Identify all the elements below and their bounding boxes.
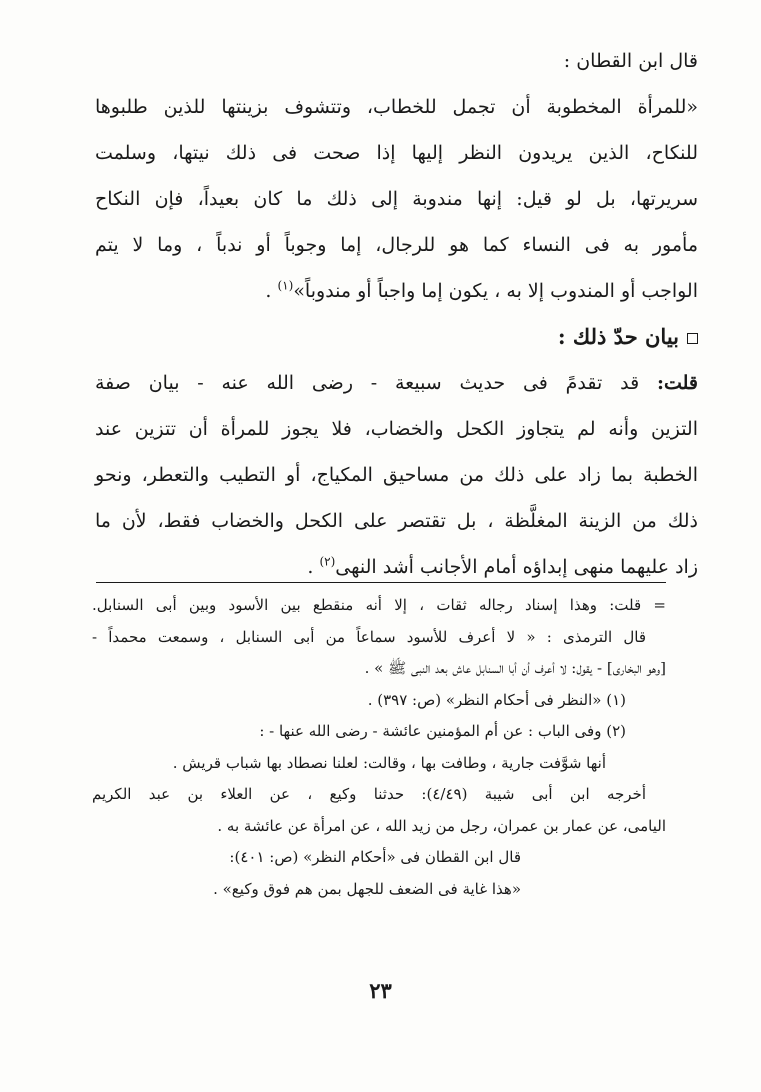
para2-line-5-end: . <box>307 556 320 578</box>
para2-line-5 <box>95 544 698 590</box>
footnote-line: [وهو البخارى] - يقول: لا أعرف أن أبا السنابل عاش بعد النبى ﷺ » . <box>364 659 666 677</box>
footnote-line: أنها شوَّفت جارية ، وطافت بها ، وقالت: لعلنا نصطاد بها شباب قريش . <box>172 753 606 772</box>
para2-line-1-text: قد تقدمً فى حديث سبيعة - رضى الله عنه - بيان صفة <box>95 372 640 394</box>
para2-line-2: التزين وأنه لم يتجاوز الكحل والخضاب، فلا يجوز للمرأة أن تتزين عند <box>95 418 698 440</box>
footnote-line: (١) «النظر فى أحكام النظر» (ص: ٣٩٧) . <box>367 690 626 709</box>
quote-line-2: للنكاح، الذين يريدون النظر إليها إذا صحت فى ذلك نيتها، وسلمت <box>95 142 698 164</box>
section-heading-text: بيان حدّ ذلك : <box>557 324 679 349</box>
quote-line-5-text: الواجب أو المندوب إلا به ، يكون إما واجباً أو مندوباً» <box>293 280 698 302</box>
quote-line-1: «للمرأة المخطوبة أن تجمل للخطاب، وتتشوف بزينتها للذين طلبوها <box>95 96 698 118</box>
quote-line-5 <box>95 268 698 314</box>
footnote-line: «هذا غاية فى الضعف للجهل بمن هم فوق وكيع» . <box>213 879 521 898</box>
footnote-line: اليامى، عن عمار بن عمران، رجل من زيد الله ، عن امرأة عن عائشة به . <box>217 816 666 835</box>
para2-line-3: الخطبة بما زاد على ذلك من مساحيق المكياج، أو التطيب والتعطر، ونحو <box>95 464 698 486</box>
section-heading <box>95 314 698 360</box>
page-number: ٢٣ <box>369 978 392 1003</box>
footnote-line: قال ابن القطان فى «أحكام النظر» (ص: ٤٠١): <box>229 848 521 866</box>
para2-line-5-text: زاد عليهما منهى إبداؤه أمام الأجانب أشد النهى <box>335 556 698 578</box>
quote-line-5-end: . <box>265 280 278 302</box>
footnote-divider <box>96 582 666 583</box>
footnote-line: أخرجه ابن أبى شيبة (٤/٤٩): حدثنا وكيع ، عن العلاء بن عبد الكريم <box>92 785 646 803</box>
para2-line-1 <box>95 360 698 406</box>
main-text <box>95 38 698 590</box>
para2-lead: قلت: <box>656 372 698 394</box>
footnote-line: قال الترمذى : « لا أعرف للأسود سماعاً من أبى السنابل ، وسمعت محمداً - <box>92 627 646 646</box>
quote-line-4: مأمور به فى النساء كما هو للرجال، إما وجوباً أو ندباً ، وما لا يتم <box>95 234 698 256</box>
footnote-ref-1: (١) <box>277 278 294 293</box>
footnote-line: (٢) وفى الباب : عن أم المؤمنين عائشة - رضى الله عنها - : <box>259 722 626 740</box>
footnote-line: = قلت: وهذا إسناد رجاله ثقات ، إلا أنه منقطع بين الأسود وبين أبى السنابل. <box>92 596 666 614</box>
footnote-ref-2: (٢) <box>319 554 336 569</box>
quote-line-3: سريرتها، بل لو قيل: إنها مندوبة إلى ذلك ما كان بعيداً، فإن النكاح <box>95 188 698 210</box>
para2-line-4: ذلك من الزينة المغلَّظة ، بل تقتصر على الكحل والخضاب فقط، لأن ما <box>95 510 698 532</box>
footnotes <box>92 590 666 905</box>
square-bullet-icon <box>687 333 698 344</box>
intro-line: قال ابن القطان : <box>563 50 698 72</box>
